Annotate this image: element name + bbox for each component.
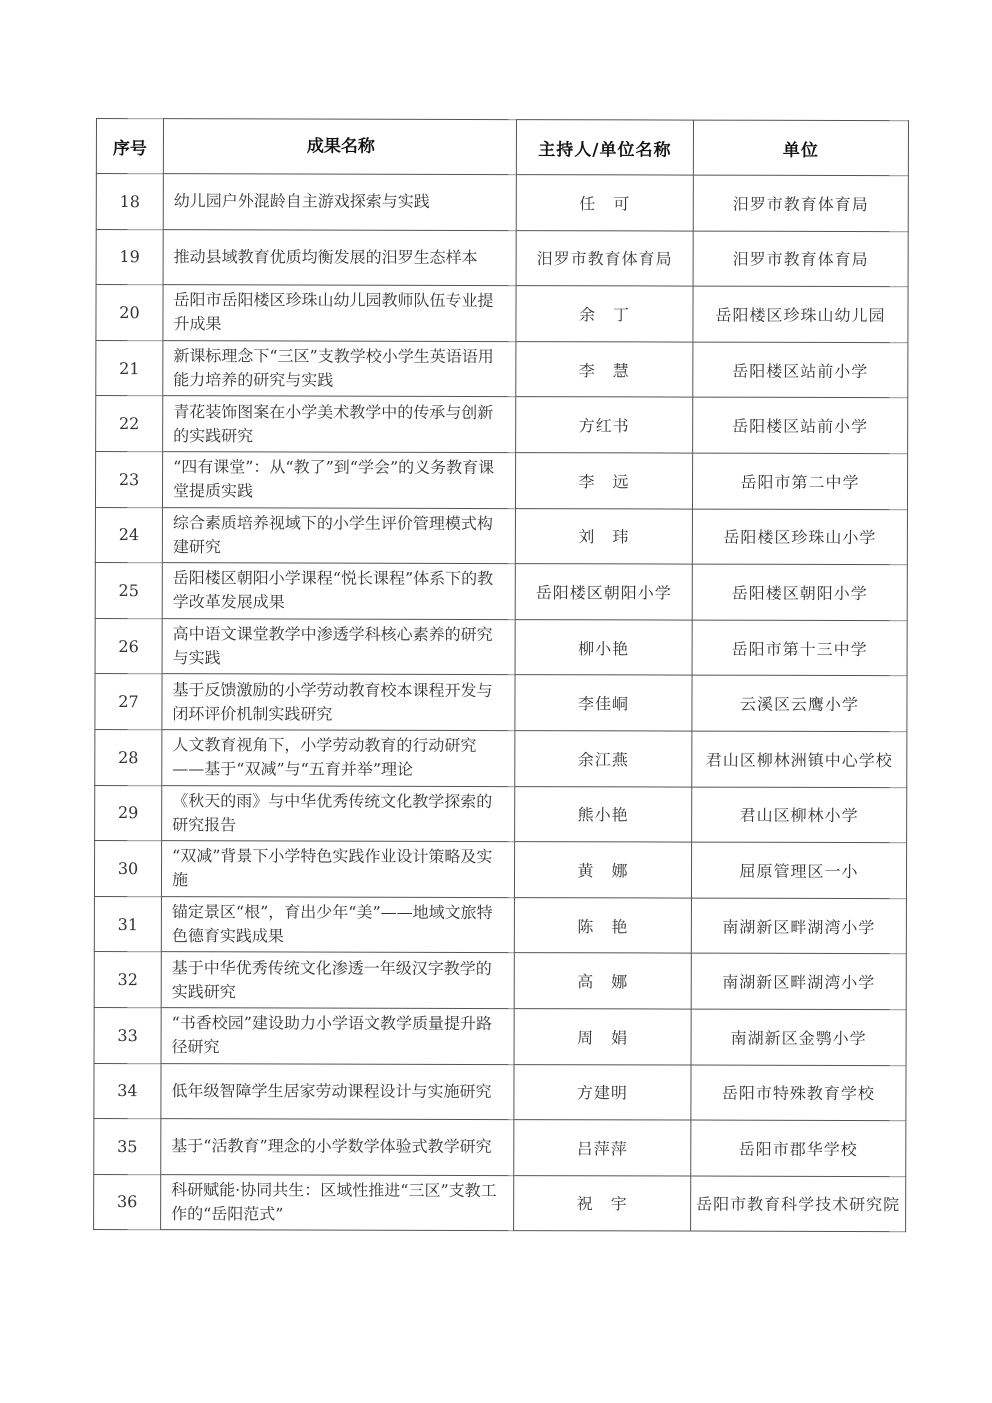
cell-no: 24: [95, 507, 162, 563]
cell-no: 31: [94, 896, 161, 952]
cell-title: 人文教育视角下，小学劳动教育的行动研究——基于“双减”与“五育并举”理论: [162, 730, 515, 787]
header-host: 主持人/单位名称: [516, 120, 693, 175]
cell-host: 柳小艳: [515, 619, 692, 675]
table-row: [96, 174, 908, 232]
cell-no: 30: [94, 841, 161, 897]
cell-title: 青花装饰图案在小学美术教学中的传承与创新的实践研究: [163, 396, 516, 453]
cell-title: 科研赋能·协同共生：区域性推进“三区”支教工作的“岳阳范式”: [161, 1174, 514, 1231]
table-row: [94, 1119, 906, 1177]
cell-host: 汨罗市教育体育局: [516, 230, 693, 286]
cell-title: 幼儿园户外混龄自主游戏探索与实践: [163, 174, 516, 231]
cell-host: 祝 宇: [514, 1175, 691, 1231]
table-header-row: [96, 119, 908, 176]
cell-host: 吕萍萍: [514, 1120, 691, 1176]
table-row: [94, 1063, 906, 1121]
cell-no: 25: [95, 563, 162, 619]
table-row: [94, 1007, 906, 1065]
table-row: [95, 785, 907, 843]
cell-unit: 云溪区云鹰小学: [692, 675, 907, 731]
table-row: [94, 896, 906, 954]
cell-host: 黄 娜: [514, 842, 691, 898]
cell-unit: 岳阳楼区站前小学: [693, 342, 908, 398]
cell-host: 熊小艳: [515, 786, 692, 842]
cell-host: 李 远: [515, 453, 692, 509]
cell-unit: 岳阳楼区朝阳小学: [692, 564, 907, 620]
table-row: [96, 285, 908, 343]
cell-title: 推动县域教育优质均衡发展的汨罗生态样本: [163, 229, 516, 286]
cell-no: 20: [96, 285, 163, 341]
cell-unit: 岳阳楼区珍珠山小学: [692, 509, 907, 565]
cell-no: 21: [96, 340, 163, 396]
table-row: [95, 563, 907, 621]
cell-no: 33: [94, 1007, 161, 1063]
cell-unit: 汨罗市教育体育局: [693, 175, 908, 231]
table-row: [95, 507, 907, 565]
cell-host: 周 娟: [514, 1009, 691, 1065]
table-row: [94, 1174, 906, 1232]
table-row: [96, 229, 908, 287]
cell-host: 方建明: [514, 1064, 691, 1120]
table-row: [95, 451, 907, 509]
cell-no: 27: [95, 674, 162, 730]
cell-no: 28: [95, 729, 162, 785]
cell-unit: 南湖新区金鹗小学: [691, 1009, 906, 1065]
cell-host: 余 丁: [516, 286, 693, 342]
cell-title: 基于“活教育”理念的小学数学体验式教学研究: [161, 1119, 514, 1176]
cell-title: “双减”背景下小学特色实践作业设计策略及实施: [161, 841, 514, 898]
cell-title: 岳阳楼区朝阳小学课程“悦长课程”体系下的教学改革发展成果: [162, 563, 515, 620]
cell-no: 35: [94, 1119, 161, 1175]
cell-title: 《秋天的雨》与中华优秀传统文化教学探索的研究报告: [162, 785, 515, 842]
table-row: [94, 841, 906, 899]
cell-no: 32: [94, 952, 161, 1008]
table-row: [96, 340, 908, 398]
cell-title: 综合素质培养视域下的小学生评价管理模式构建研究: [162, 507, 515, 564]
cell-no: 23: [95, 451, 162, 507]
cell-unit: 岳阳市郡华学校: [691, 1120, 906, 1176]
cell-no: 34: [94, 1063, 161, 1119]
cell-no: 18: [96, 174, 163, 230]
cell-title: 锚定景区“根”，育出少年“美”——地域文旅特色德育实践成果: [161, 896, 514, 953]
cell-title: “四有课堂”：从“教了”到“学会”的义务教育课堂提质实践: [162, 452, 515, 509]
cell-host: 岳阳楼区朝阳小学: [515, 564, 692, 620]
cell-unit: 南湖新区畔湖湾小学: [691, 898, 906, 954]
cell-title: 基于中华优秀传统文化渗透一年级汉字教学的实践研究: [161, 952, 514, 1009]
cell-host: 余江燕: [515, 731, 692, 787]
table-row: [94, 952, 906, 1010]
cell-title: 高中语文课堂教学中渗透学科核心素养的研究与实践: [162, 618, 515, 675]
cell-host: 陈 艳: [514, 897, 691, 953]
table-row: [95, 674, 907, 732]
cell-title: 岳阳市岳阳楼区珍珠山幼儿园教师队伍专业提升成果: [163, 285, 516, 342]
cell-host: 任 可: [516, 175, 693, 231]
cell-unit: 君山区柳林小学: [692, 787, 907, 843]
cell-no: 36: [94, 1174, 161, 1230]
cell-unit: 南湖新区畔湖湾小学: [691, 953, 906, 1009]
cell-unit: 岳阳楼区站前小学: [693, 397, 908, 453]
header-title: 成果名称: [163, 119, 516, 175]
cell-host: 刘 玮: [515, 508, 692, 564]
results-table: [93, 118, 909, 1232]
cell-unit: 汨罗市教育体育局: [693, 231, 908, 287]
header-unit: 单位: [693, 120, 908, 176]
cell-title: 低年级智障学生居家劳动课程设计与实施研究: [161, 1063, 514, 1120]
cell-unit: 岳阳市特殊教育学校: [691, 1065, 906, 1121]
cell-host: 李佳峒: [515, 675, 692, 731]
cell-unit: 岳阳市教育科学技术研究院: [691, 1176, 906, 1232]
cell-unit: 岳阳市第二中学: [692, 453, 907, 509]
cell-no: 29: [95, 785, 162, 841]
table-row: [95, 618, 907, 676]
table-body: [94, 174, 909, 1232]
cell-unit: 屈原管理区一小: [691, 842, 906, 898]
cell-unit: 岳阳市第十三中学: [692, 620, 907, 676]
cell-title: 基于反馈激励的小学劳动教育校本课程开发与闭环评价机制实践研究: [162, 674, 515, 731]
cell-host: 方红书: [516, 397, 693, 453]
cell-no: 26: [95, 618, 162, 674]
cell-unit: 君山区柳林洲镇中心学校: [692, 731, 907, 787]
cell-host: 高 娜: [514, 953, 691, 1009]
cell-no: 22: [96, 396, 163, 452]
cell-host: 李 慧: [516, 341, 693, 397]
table-row: [96, 396, 908, 454]
cell-title: 新课标理念下“三区”支教学校小学生英语语用能力培养的研究与实践: [163, 340, 516, 397]
cell-unit: 岳阳楼区珍珠山幼儿园: [693, 286, 908, 342]
cell-no: 19: [96, 229, 163, 285]
cell-title: “书香校园”建设助力小学语文教学质量提升路径研究: [161, 1008, 514, 1065]
header-no: 序号: [96, 119, 163, 174]
table-row: [95, 729, 907, 787]
